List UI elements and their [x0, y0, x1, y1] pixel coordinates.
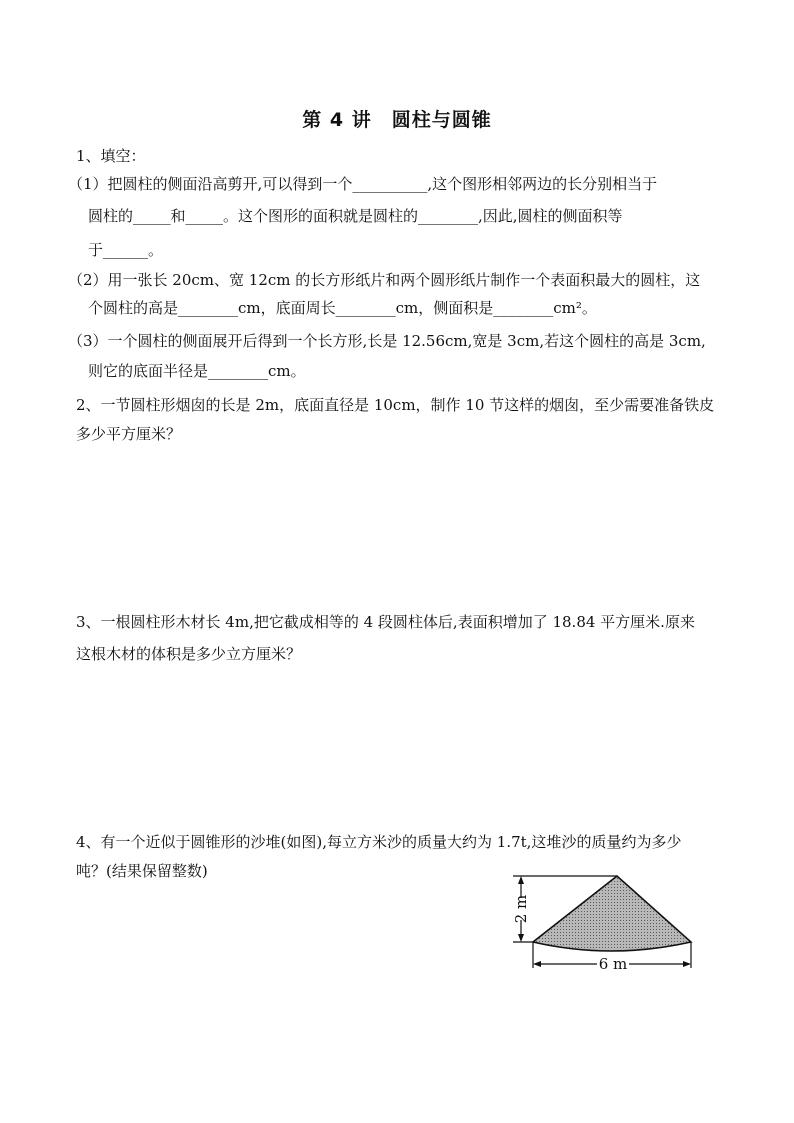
q1-part2-line1: （2）用一张长 20cm、宽 12cm 的长方形纸片和两个圆形纸片制作一个表面积最大的圆柱，这 [68, 271, 701, 289]
q1-part1-line2: 圆柱的_____和_____。这个图形的面积就是圆柱的________,因此,圆柱的侧面积等 [88, 207, 623, 225]
q4-line1: 4、有一个近似于圆锥形的沙堆(如图),每立方米沙的质量大约为 1.7t,这堆沙的质量约为多少 [76, 833, 682, 851]
q2-line2: 多少平方厘米？ [76, 425, 182, 443]
q1-part1-line3: 于______。 [88, 241, 164, 259]
height-label: 2 m [512, 894, 530, 924]
q3-line1: 3、一根圆柱形木材长 4m,把它截成相等的 4 段圆柱体后,表面积增加了 18.84 平方厘米.原来 [76, 613, 695, 631]
q2-line1: 2、一节圆柱形烟囱的长是 2m，底面直径是 10cm，制作 10 节这样的烟囱，至少需要准备铁皮 [76, 396, 715, 414]
width-arrow-right [683, 961, 691, 967]
sand-pile-cone-diagram [505, 868, 705, 978]
cone-shape [533, 876, 691, 951]
width-label: 6 m [598, 955, 628, 973]
q3-line2: 这根木材的体积是多少立方厘米？ [76, 645, 302, 663]
height-arrow-top [518, 876, 524, 884]
q1-heading: 1、填空： [76, 147, 146, 165]
q1-part3-line2: 则它的底面半径是________cm。 [88, 362, 306, 380]
width-arrow-left [533, 961, 541, 967]
q1-part3-line1: （3）一个圆柱的侧面展开后得到一个长方形,长是 12.56cm,宽是 3cm,若这个圆柱的高是 3cm, [68, 332, 706, 350]
q4-line2: 吨？(结果保留整数) [76, 862, 208, 880]
height-arrow-bottom [518, 934, 524, 942]
q1-part2-line2: 个圆柱的高是________cm，底面周长________cm，侧面积是________cm²。 [88, 299, 597, 317]
page-title: 第 4 讲 圆柱与圆锥 [302, 109, 492, 131]
q1-part1-line1: （1）把圆柱的侧面沿高剪开,可以得到一个__________,这个图形相邻两边的长分别相当于 [68, 175, 658, 193]
